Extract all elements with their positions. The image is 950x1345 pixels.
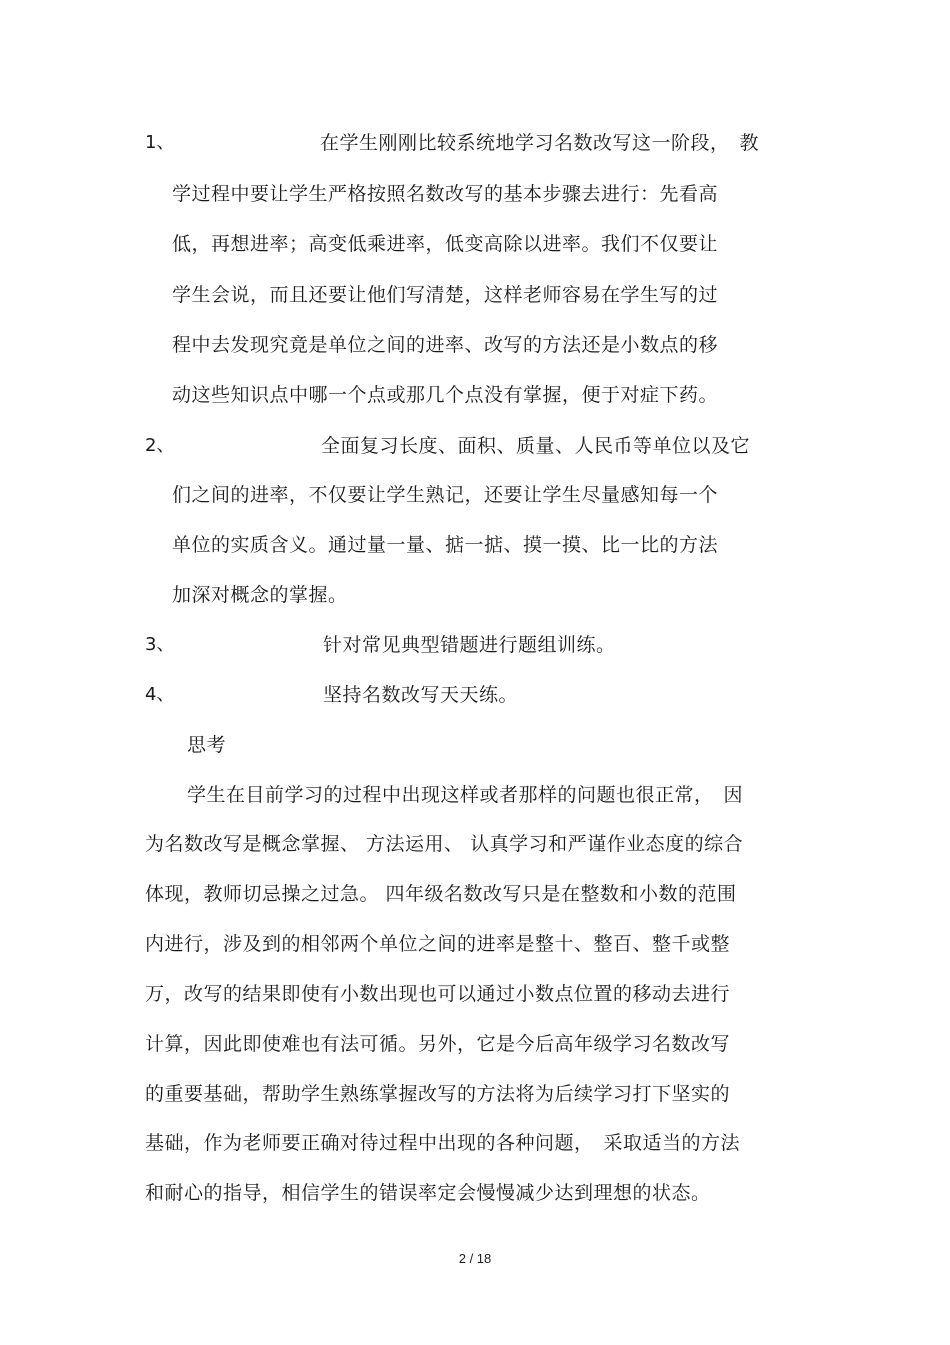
paragraph-line-5: 万，改写的结果即使有小数出现也可以通过小数点位置的移动去进行 [145, 983, 731, 1005]
paragraph-line-9: 和耐心的指导，相信学生的错误率定会慢慢减少达到理想的状态。 [145, 1182, 711, 1204]
item-1-line-2: 学过程中要让学生严格按照名数改写的基本步骤去进行：先看高 [172, 183, 719, 205]
paragraph-line-8: 基础，作为老师要正确对待过程中出现的各种问题， 采取适当的方法 [145, 1132, 741, 1154]
page-number: 2 / 18 [458, 1251, 492, 1266]
list-number-2: 2、 [145, 435, 175, 456]
section-heading: 思考 [187, 734, 227, 756]
item-1-line-4: 学生会说，而且还要让他们写清楚，这样老师容易在学生写的过 [172, 284, 719, 306]
item-3-line-1: 针对常见典型错题进行题组训练。 [323, 634, 616, 656]
item-1-line-3: 低，再想进率；高变低乘进率，低变高除以进率。我们不仅要让 [172, 233, 719, 255]
paragraph-line-6: 计算，因此即使难也有法可循。另外，它是今后高年级学习名数改写 [145, 1033, 731, 1055]
paragraph-line-3: 体现，教师切忌操之过急。 四年级名数改写只是在整数和小数的范围 [145, 883, 737, 905]
item-4-line-1: 坚持名数改写天天练。 [323, 684, 519, 706]
list-number-4: 4、 [145, 684, 175, 705]
item-2-line-4: 加深对概念的掌握。 [172, 584, 348, 606]
paragraph-line-4: 内进行，涉及到的相邻两个单位之间的进率是整十、整百、整千或整 [145, 933, 731, 955]
paragraph-line-7: 的重要基础，帮助学生熟练掌握改写的方法将为后续学习打下坚实的 [145, 1083, 731, 1105]
item-2-line-1: 全面复习长度、面积、质量、人民币等单位以及它 [321, 435, 751, 457]
item-1-line-5: 程中去发现究竟是单位之间的进率、改写的方法还是小数点的移 [172, 334, 719, 356]
list-number-1: 1、 [145, 132, 175, 153]
paragraph-line-1: 学生在目前学习的过程中出现这样或者那样的问题也很正常， 因 [187, 784, 744, 806]
paragraph-line-2: 为名数改写是概念掌握、 方法运用、 认真学习和严谨作业态度的综合 [145, 833, 744, 855]
item-2-line-3: 单位的实质含义。通过量一量、掂一掂、摸一摸、比一比的方法 [172, 534, 719, 556]
item-1-line-1: 在学生刚刚比较系统地学习名数改写这一阶段， 教 [320, 132, 760, 154]
list-number-3: 3、 [145, 634, 175, 655]
item-2-line-2: 们之间的进率，不仅要让学生熟记，还要让学生尽量感知每一个 [172, 484, 719, 506]
item-1-line-6: 动这些知识点中哪一个点或那几个点没有掌握，便于对症下药。 [172, 384, 719, 406]
